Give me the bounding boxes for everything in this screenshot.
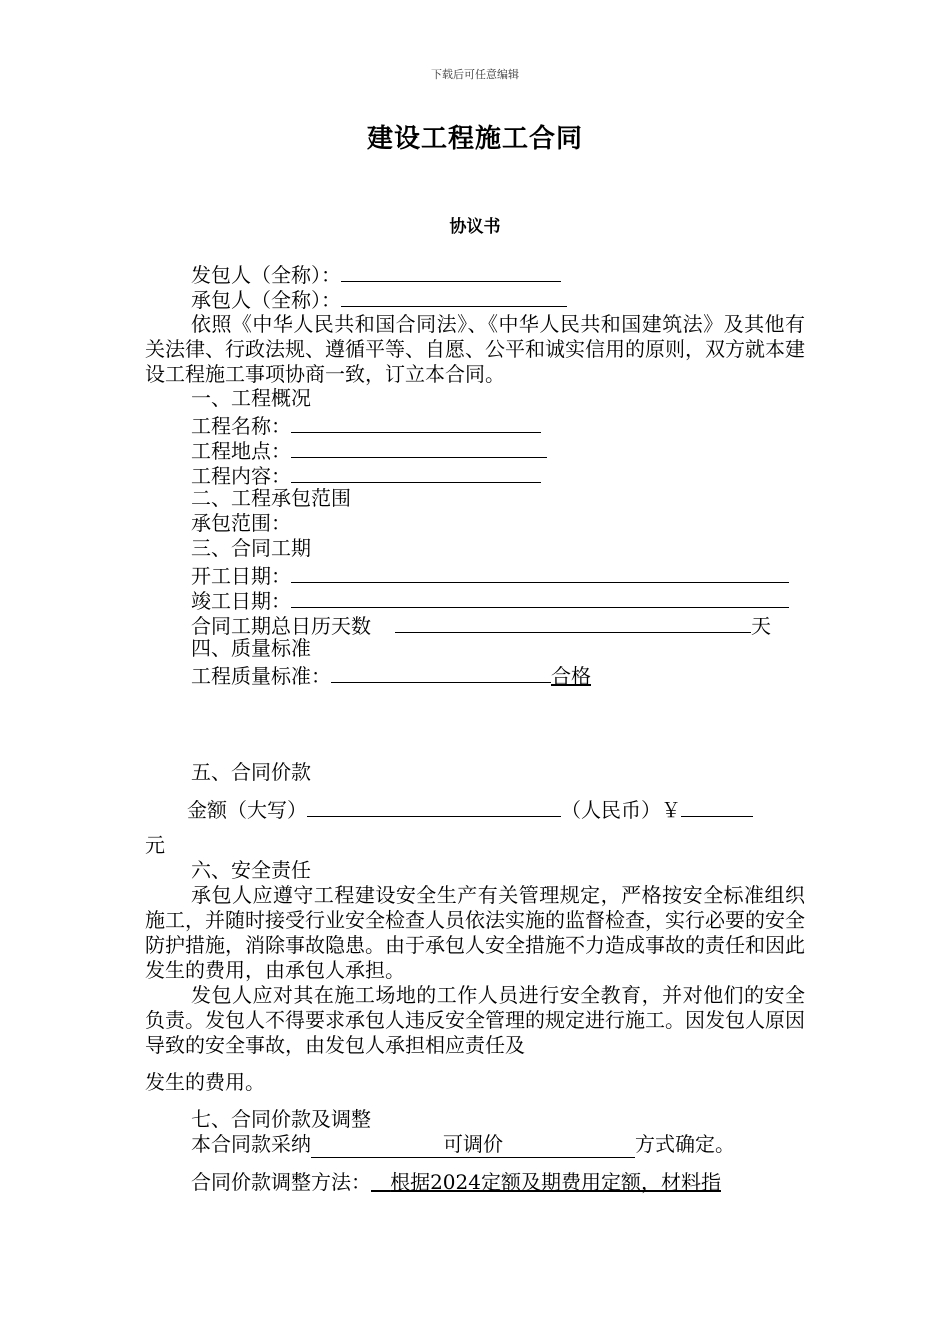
price-method-prefix: 本合同款采纳 (191, 1132, 311, 1156)
section7-heading: 七、合同价款及调整 (191, 1107, 371, 1131)
end-date-line (191, 586, 789, 614)
rmb-label: （人民币）￥ (561, 798, 681, 822)
document-title: 建设工程施工合同 (366, 124, 583, 154)
price-adjust-text: 根据2024定额及期费用定额，材料指 (390, 1170, 721, 1194)
project-name-label: 工程名称： (191, 414, 291, 438)
project-name-line (191, 411, 541, 439)
employer-line (191, 260, 561, 288)
section4-heading: 四、质量标准 (191, 636, 311, 660)
days-unit: 天 (751, 614, 771, 638)
header-note: 下载后可任意编辑 (431, 68, 519, 81)
price-adjust-label: 合同价款调整方法： (191, 1170, 371, 1194)
start-date-line (191, 561, 789, 589)
section1-heading: 一、工程概况 (191, 386, 311, 410)
safety-paragraph-2-end: 发生的费用。 (145, 1070, 265, 1094)
rmb-amount-blank[interactable] (681, 795, 753, 817)
quality-blank[interactable] (331, 661, 551, 683)
project-content-blank[interactable] (291, 461, 541, 483)
quality-value: 合格 (551, 664, 591, 688)
price-method-value[interactable]: 可调价 (311, 1132, 635, 1158)
section5-heading: 五、合同价款 (191, 760, 311, 784)
total-days-blank[interactable] (395, 611, 751, 633)
project-location-line (191, 436, 547, 464)
quality-line (191, 661, 591, 689)
price-method-suffix: 方式确定。 (635, 1132, 735, 1156)
amount-line (187, 795, 753, 823)
project-location-blank[interactable] (291, 436, 547, 458)
document-subtitle: 协议书 (449, 217, 501, 237)
price-adjust-line (191, 1170, 721, 1195)
safety-paragraph-1: 承包人应遵守工程建设安全生产有关管理规定，严格按安全标准组织施工，并随时接受行业安全检查人员依法实施的监督检查，实行必要的安全防护措施，消除事故隐患。由于承包人安全措施不力造成事故的责任和因此发生的费用，由承包人承担。 (145, 883, 805, 982)
employer-label: 发包人（全称）： (191, 263, 341, 287)
project-location-label: 工程地点： (191, 439, 291, 463)
end-date-blank[interactable] (291, 586, 789, 608)
contractor-blank[interactable] (341, 285, 567, 307)
start-date-blank[interactable] (291, 561, 789, 583)
start-date-label: 开工日期： (191, 564, 291, 588)
amount-label: 金额（大写） (187, 798, 307, 822)
employer-blank[interactable] (341, 260, 561, 282)
section2-heading: 二、工程承包范围 (191, 486, 351, 510)
safety-paragraph-2: 发包人应对其在施工场地的工作人员进行安全教育，并对他们的安全负责。发包人不得要求承包人违反安全管理的规定进行施工。因发包人原因导致的安全事故，由发包人承担相应责任及 (145, 983, 805, 1057)
project-content-label: 工程内容： (191, 464, 291, 488)
yuan-unit: 元 (145, 833, 165, 857)
total-days-line (191, 611, 771, 639)
contractor-line (191, 285, 567, 313)
scope-line: 承包范围： (191, 511, 291, 535)
price-adjust-value[interactable] (371, 1170, 721, 1194)
project-content-line (191, 461, 541, 489)
section3-heading: 三、合同工期 (191, 536, 311, 560)
section6-heading: 六、安全责任 (191, 858, 311, 882)
preamble-paragraph: 依照《中华人民共和国合同法》、《中华人民共和国建筑法》及其他有关法律、行政法规、遵循平等、自愿、公平和诚实信用的原则，双方就本建设工程施工事项协商一致，订立本合同。 (145, 312, 805, 386)
quality-label: 工程质量标准： (191, 664, 331, 688)
price-method-line (191, 1132, 735, 1158)
project-name-blank[interactable] (291, 411, 541, 433)
contractor-label: 承包人（全称）： (191, 288, 341, 312)
total-days-label: 合同工期总日历天数 (191, 614, 371, 638)
end-date-label: 竣工日期： (191, 589, 291, 613)
amount-words-blank[interactable] (307, 795, 561, 817)
